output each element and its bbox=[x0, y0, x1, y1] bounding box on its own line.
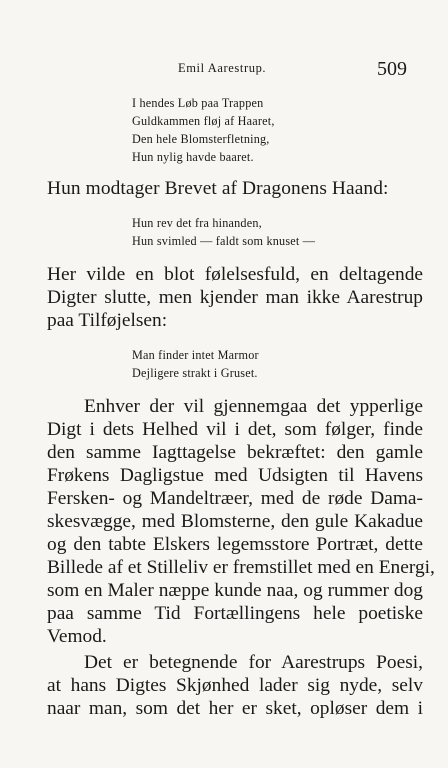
running-head bbox=[0, 58, 448, 81]
prose-line: Hun modtager Brevet af Dragonens Haand: bbox=[47, 178, 389, 199]
prose-line: og den tabte Elskers legemsstore Portræt, dette bbox=[47, 534, 423, 555]
verse-line: Guldkammen fløj af Haaret, bbox=[132, 114, 275, 128]
prose-line: Frøkens Dagligstue med Udsigten til Havens bbox=[47, 465, 423, 486]
verse-quote-1 bbox=[132, 94, 275, 166]
verse-quote-2 bbox=[132, 214, 315, 250]
prose-line: Enhver der vil gjennemgaa det ypperlige bbox=[84, 396, 423, 417]
prose-line: paa samme Tid Fortællingens hele poetiske bbox=[47, 603, 423, 624]
verse-line: Hun nylig havde baaret. bbox=[132, 150, 254, 164]
prose-line: at hans Digtes Skjønhed lader sig nyde, selv bbox=[47, 675, 423, 696]
prose-line: Billede af et Stilleliv er fremstillet med en Energi, bbox=[47, 557, 435, 578]
prose-line: Fersken- og Mandeltræer, med de røde Dama- bbox=[47, 488, 423, 509]
prose-line: Digter slutte, men kjender man ikke Aarestrup bbox=[47, 287, 423, 308]
prose-line: paa Tilføjelsen: bbox=[47, 310, 168, 331]
prose-line: Digt i dets Helhed vil i det, som følger, finde bbox=[47, 419, 423, 440]
prose-line: Her vilde en blot følelsesfuld, en deltagende bbox=[47, 264, 423, 285]
running-title: Emil Aarestrup. bbox=[178, 61, 267, 75]
prose-line: som en Maler næppe kunde naa, og rummer dog bbox=[47, 580, 423, 601]
prose-line: Vemod. bbox=[47, 626, 107, 647]
verse-line: Man finder intet Marmor bbox=[132, 348, 259, 362]
prose-line: den samme Iagttagelse bekræftet: den gamle bbox=[47, 442, 423, 463]
verse-line: Hun rev det fra hinanden, bbox=[132, 216, 262, 230]
verse-quote-3 bbox=[132, 346, 259, 382]
prose-line: naar man, som det her er sket, opløser dem i bbox=[47, 698, 423, 719]
prose-line: skesvægge, med Blomsterne, den gule Kakadue bbox=[47, 511, 423, 532]
verse-line: Hun svimled — faldt som knuset — bbox=[132, 234, 316, 248]
verse-line: Den hele Blomsterfletning, bbox=[132, 132, 270, 146]
page-number: 509 bbox=[377, 58, 407, 80]
verse-line: Dejligere strakt i Gruset. bbox=[132, 366, 258, 380]
prose-line: Det er betegnende for Aarestrups Poesi, bbox=[84, 652, 423, 673]
verse-line: I hendes Løb paa Trappen bbox=[132, 96, 264, 110]
